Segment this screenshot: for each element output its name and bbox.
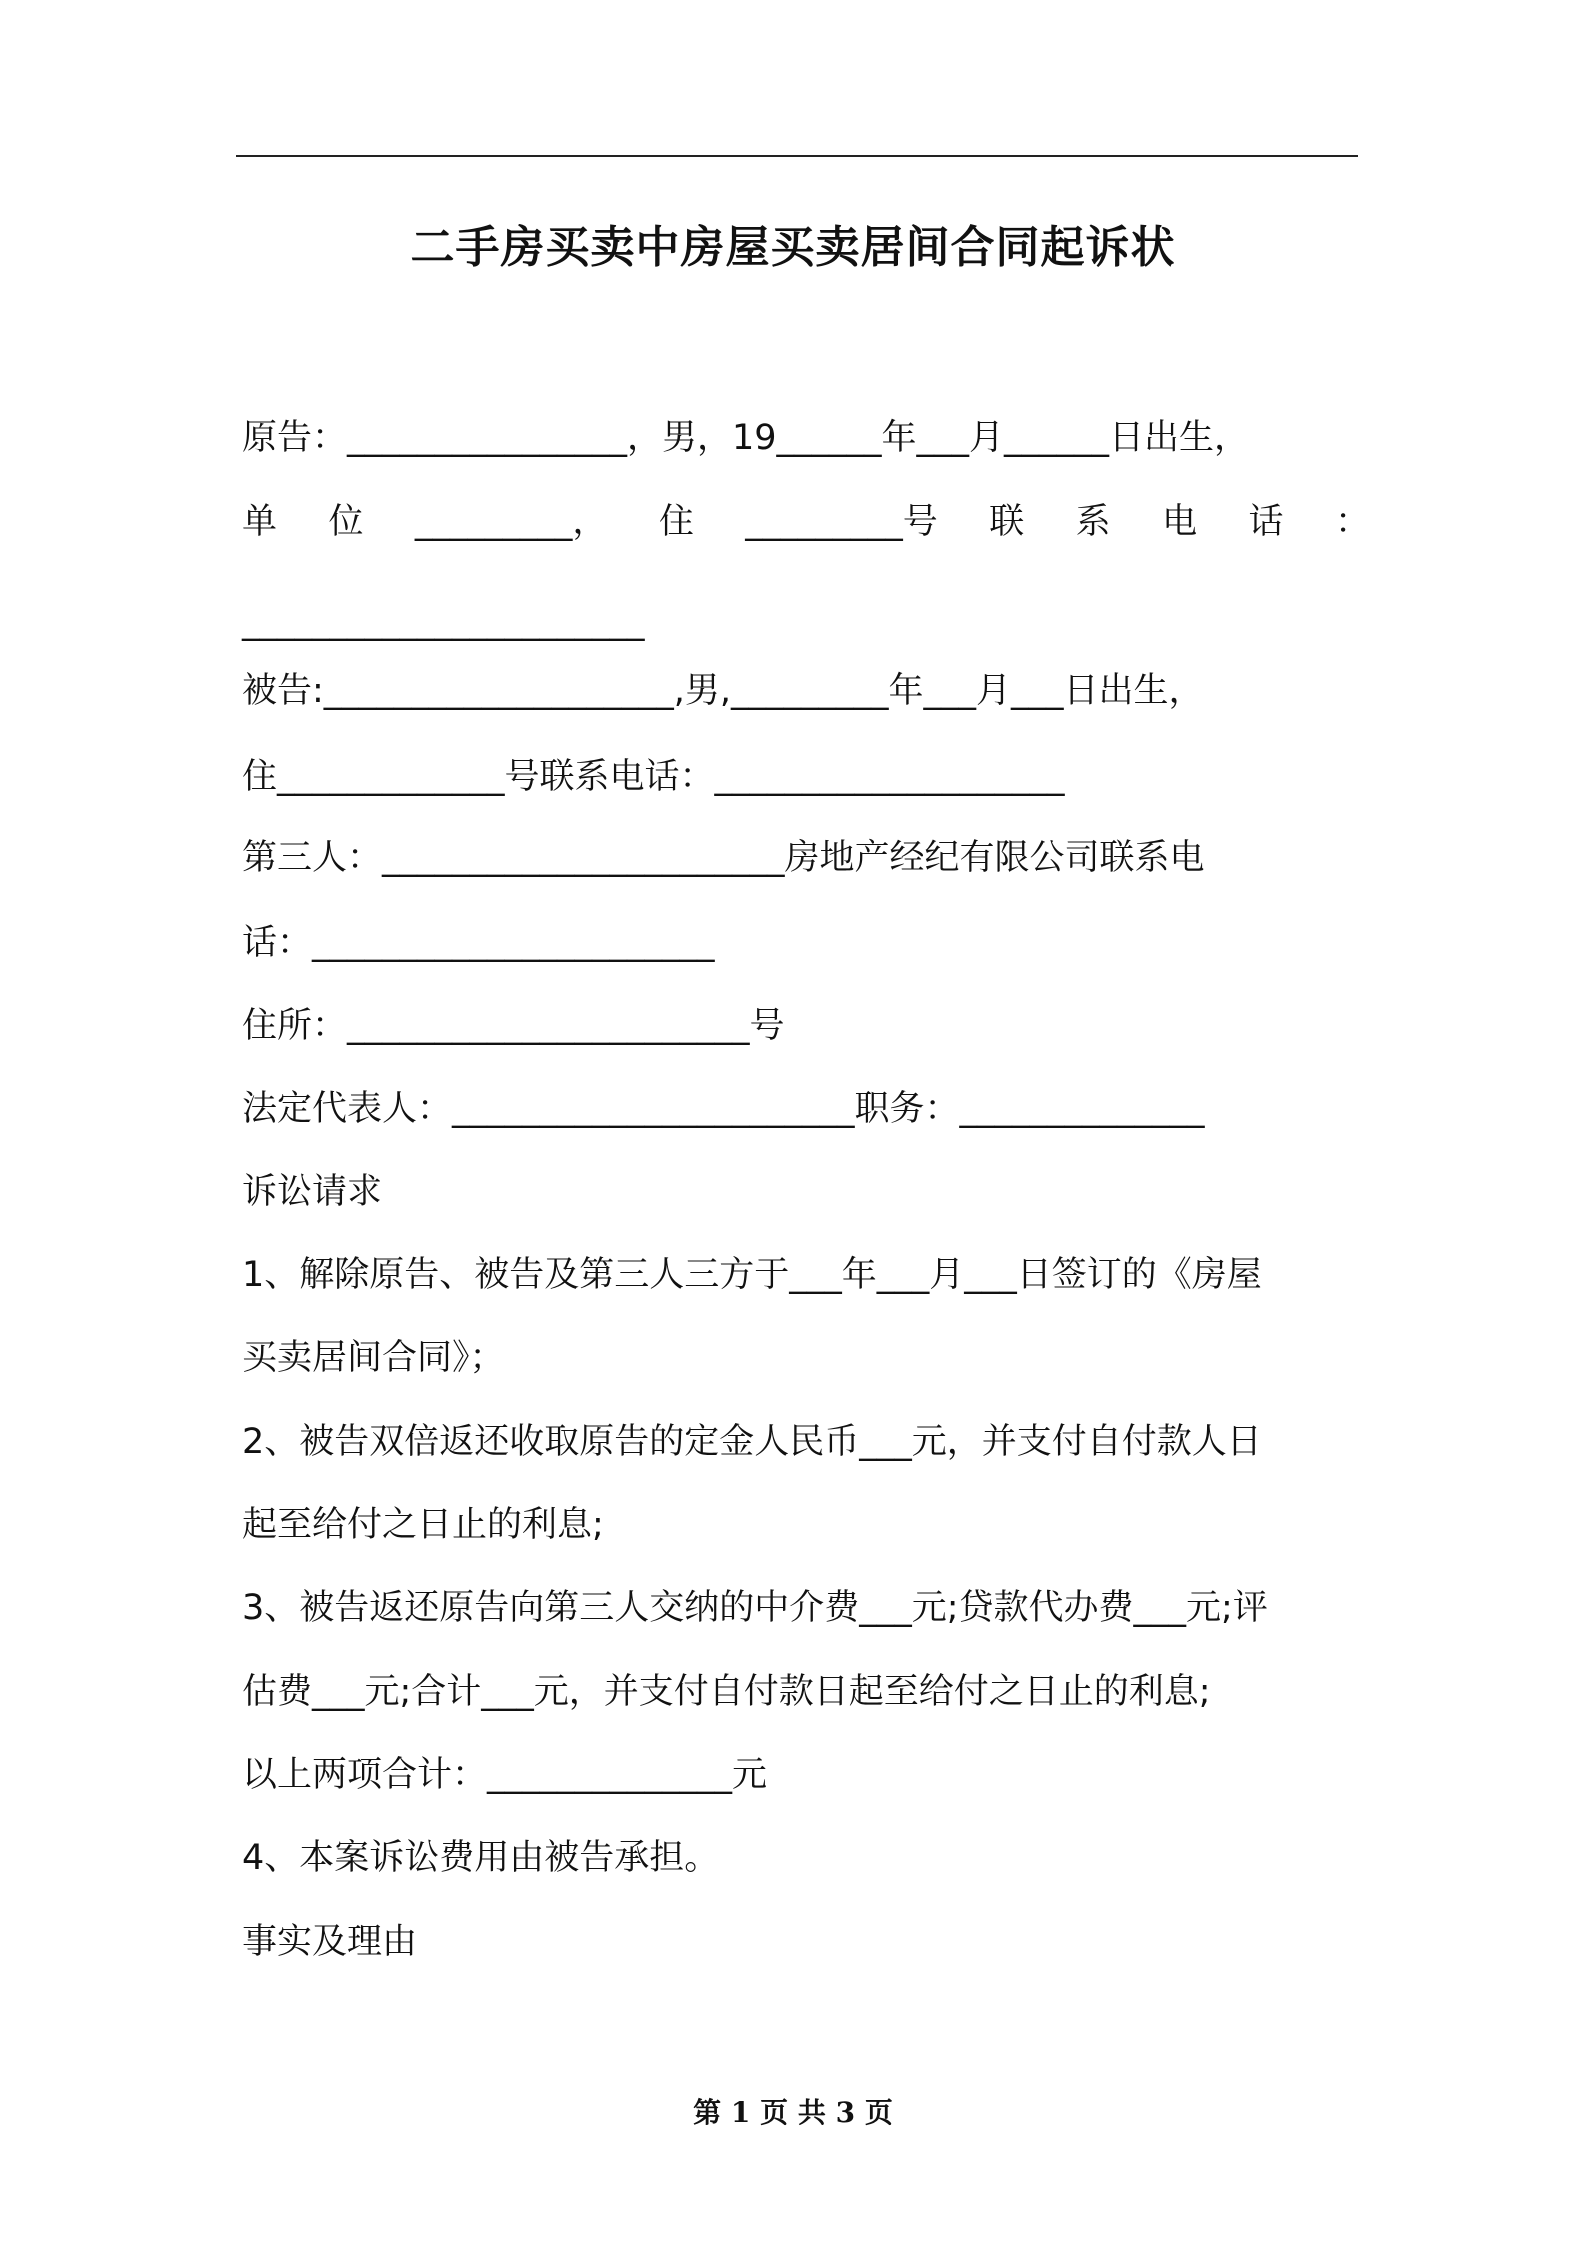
claim-1-line-2: 买卖居间合同》；	[242, 1338, 505, 1378]
claim-3-line-1: 3、被告返还原告向第三人交纳的中介费___元;贷款代办费___元;评	[242, 1588, 1268, 1628]
plaintiff-unit-line	[242, 497, 1370, 547]
legal-representative-line: 法定代表人：_______________________职务：______________	[242, 1089, 1205, 1129]
phone-char: 系	[1075, 502, 1111, 542]
plaintiff-line: 原告：________________，男，19______年___月______日出生，	[242, 418, 1250, 458]
total-line: 以上两项合计：______________元	[242, 1755, 768, 1795]
residence-line: 住所：_______________________号	[242, 1006, 785, 1046]
unit-blank: _________，	[414, 502, 608, 542]
third-party-phone-line: 话：_______________________	[242, 923, 715, 963]
unit-char: 位	[328, 502, 364, 542]
claim-3-line-2: 估费___元;合计___元，并支付自付款日起至给付之日止的利息;	[242, 1672, 1211, 1712]
claim-4-line: 4、本案诉讼费用由被告承担。	[242, 1838, 720, 1878]
claim-2-line-2: 起至给付之日止的利息;	[242, 1505, 604, 1545]
page-title: 二手房买卖中房屋买卖居间合同起诉状	[410, 222, 1176, 273]
facts-heading: 事实及理由	[242, 1922, 418, 1962]
header-rule	[236, 155, 1358, 157]
defendant-line: 被告:____________________,男,_________年___月___日出生，	[242, 671, 1204, 711]
phone-char: 话	[1248, 502, 1284, 542]
phone-char: 电	[1162, 502, 1198, 542]
unit-char: 单	[242, 502, 278, 542]
phone-colon: ：	[1334, 502, 1370, 542]
claims-heading: 诉讼请求	[242, 1172, 383, 1212]
address-blank: _________号	[745, 502, 938, 542]
plaintiff-phone-blank: _______________________	[242, 602, 645, 642]
defendant-address-line: 住_____________号联系电话：____________________	[242, 757, 1065, 797]
claim-1-line-1: 1、解除原告、被告及第三人三方于___年___月___日签订的《房屋	[242, 1255, 1262, 1295]
claim-2-line-1: 2、被告双倍返还收取原告的定金人民币___元，并支付自付款人日	[242, 1422, 1262, 1462]
phone-char: 联	[989, 502, 1025, 542]
address-char: 住	[658, 502, 694, 542]
page-footer: 第 1 页 共 3 页	[693, 2096, 893, 2129]
third-party-line: 第三人：_______________________房地产经纪有限公司联系电	[242, 838, 1205, 878]
